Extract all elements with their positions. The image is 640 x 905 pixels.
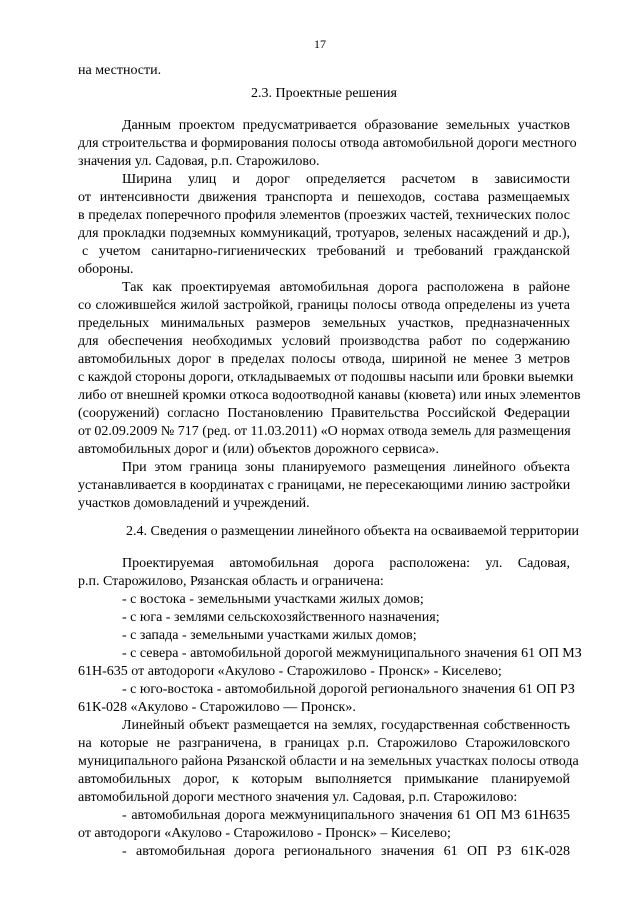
list-item: - с юга - землями сельскохозяйственного назначения; xyxy=(122,610,440,625)
text-line: для строительства и формирования полосы отвода автомобильной дороги местного xyxy=(78,136,577,151)
text-line: автомобильной дороги местного значения ул. Садовая, р.п. Старожилово: xyxy=(78,790,518,805)
text-line: Данным проектом предусматривается образование земельных участков xyxy=(122,118,570,133)
text-line: устанавливается в координатах с границами, не пересекающими линию застройки xyxy=(78,478,571,493)
text-line: автомобильных дорог и (или) объектов дорожного сервиса». xyxy=(78,442,440,457)
text-line: для обеспечения необходимых условий производства работ по содержанию xyxy=(78,334,570,349)
section-heading-2-4: 2.4. Сведения о размещении линейного объекта на осваиваемой территории xyxy=(126,524,580,539)
text-line: участков домовладений и учреждений. xyxy=(78,496,310,511)
section-heading-2-3: 2.3. Проектные решения xyxy=(251,86,397,101)
text-line: (сооружений) согласно Постановлению Правительства Российской Федерации xyxy=(78,406,570,421)
text-line: в пределах поперечного профиля элементов (проезжих частей, технических полос xyxy=(78,208,570,223)
text-line: на местности. xyxy=(78,63,162,78)
text-line: Проектируемая автомобильная дорога расположена: ул. Садовая, xyxy=(122,556,570,571)
text-line: от интенсивности движения транспорта и пешеходов, состава размещаемых xyxy=(78,190,570,205)
text-line: Линейный объект размещается на землях, государственная собственность xyxy=(122,718,570,733)
page-number: 17 xyxy=(314,37,326,51)
text-line: для прокладки подземных коммуникаций, тротуаров, зеленых насаждений и др.), xyxy=(78,226,570,241)
list-item: - автомобильная дорога регионального значения 61 ОП РЗ 61К-028 xyxy=(122,844,570,859)
text-line: 61Н-635 от автодороги «Акулово - Старожилово - Пронск» - Киселево; xyxy=(78,664,502,679)
list-item: - автомобильная дорога межмуниципального значения 61 ОП МЗ 61Н635 xyxy=(122,808,570,823)
text-line: на которые не разграничена, в границах р.п. Старожилово Старожиловского xyxy=(78,736,570,751)
text-line: 61К-028 «Акулово - Старожилово — Пронск». xyxy=(78,700,356,715)
text-line: Так как проектируемая автомобильная дорога расположена в районе xyxy=(122,280,570,295)
text-line: автомобильных дорог в пределах полосы отвода, шириной не менее 3 метров xyxy=(78,352,570,367)
text-line: от автодороги «Акулово - Старожилово - Пронск» – Киселево; xyxy=(78,826,451,841)
text-line: с учетом санитарно-гигиенических требований и требований гражданской xyxy=(82,244,570,259)
text-line: предельных минимальных размеров земельных участков, предназначенных xyxy=(78,316,570,331)
text-line: При этом граница зоны планируемого размещения линейного объекта xyxy=(122,460,570,475)
list-item: - с запада - земельными участками жилых домов; xyxy=(122,628,417,643)
text-line: обороны. xyxy=(78,262,134,277)
text-line: либо от внешней кромки откоса водоотводной канавы (кювета) или иных элементов xyxy=(78,388,581,403)
text-line: от 02.09.2009 № 717 (ред. от 11.03.2011) «О нормах отвода земель для размещения xyxy=(78,424,571,439)
text-line: р.п. Старожилово, Рязанская область и ограничена: xyxy=(78,574,384,589)
text-line: Ширина улиц и дорог определяется расчетом в зависимости xyxy=(122,172,570,187)
text-line: муниципального района Рязанской области и на земельных участках полосы отвода xyxy=(78,754,579,769)
text-line: автомобильных дорог, к которым выполняется примыкание планируемой xyxy=(78,772,570,787)
text-line: со сложившейся жилой застройкой, границы полосы отвода определены из учета xyxy=(78,298,570,313)
text-line: значения ул. Садовая, р.п. Старожилово. xyxy=(78,154,320,169)
list-item: - с востока - земельными участками жилых домов; xyxy=(122,592,424,607)
list-item: - с юго-востока - автомобильной дорогой регионального значения 61 ОП РЗ xyxy=(122,682,575,697)
list-item: - с севера - автомобильной дорогой межмуниципального значения 61 ОП МЗ xyxy=(122,646,582,661)
text-line: с каждой стороны дороги, откладываемых от подошвы насыпи или бровки выемки xyxy=(78,370,574,385)
